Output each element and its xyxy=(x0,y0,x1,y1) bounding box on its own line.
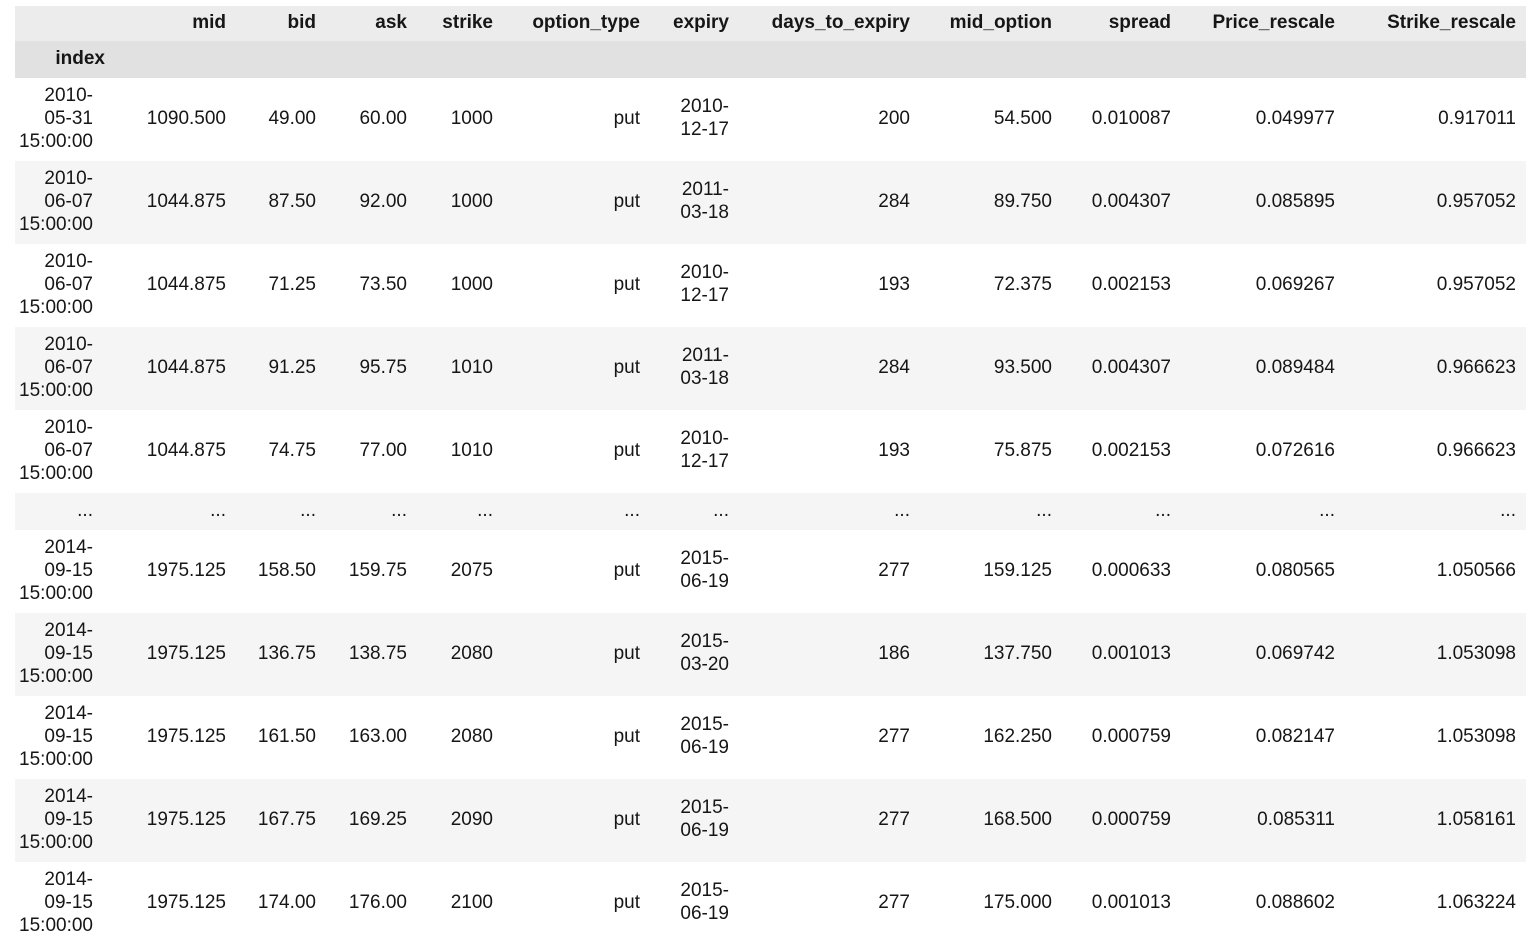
data-cell: 159.75 xyxy=(348,559,407,581)
data-cell: put xyxy=(613,107,640,129)
data-cell: 0.069267 xyxy=(1255,273,1335,295)
data-cell: 1.050566 xyxy=(1436,559,1516,581)
data-cell: 176.00 xyxy=(348,891,407,913)
data-cell: ... xyxy=(300,499,316,521)
data-cell: 0.001013 xyxy=(1091,642,1171,664)
data-cell: put xyxy=(613,190,640,212)
data-cell: 0.957052 xyxy=(1436,190,1516,212)
data-cell: 1010 xyxy=(450,356,493,378)
column-header-days_to_expiry: days_to_expiry xyxy=(771,12,910,33)
data-cell: 193 xyxy=(878,439,910,461)
data-cell: 1.053098 xyxy=(1436,642,1516,664)
data-cell: 73.50 xyxy=(359,273,407,295)
data-cell: 77.00 xyxy=(359,439,407,461)
data-cell: 1010 xyxy=(450,439,493,461)
data-cell: 0.004307 xyxy=(1091,190,1171,212)
data-cell: 1975.125 xyxy=(146,891,226,913)
column-header-Price_rescale: Price_rescale xyxy=(1212,12,1335,33)
data-cell: 2010-12-17 xyxy=(680,96,729,141)
table-body xyxy=(15,78,1526,945)
data-cell: 277 xyxy=(878,559,910,581)
data-cell: 0.089484 xyxy=(1255,356,1335,378)
table-row xyxy=(15,78,1526,161)
data-cell: 1.058161 xyxy=(1436,808,1516,830)
data-cell: 2011-03-18 xyxy=(680,179,729,224)
index-cell: 2010-06-07 15:00:00 xyxy=(19,333,93,401)
data-cell: 2011-03-18 xyxy=(680,345,729,390)
index-cell: 2010-06-07 15:00:00 xyxy=(19,167,93,235)
data-cell: 0.049977 xyxy=(1255,107,1335,129)
column-header-bid: bid xyxy=(287,12,316,33)
data-cell: 1090.500 xyxy=(146,107,226,129)
data-cell: 1.053098 xyxy=(1436,725,1516,747)
data-cell: 161.50 xyxy=(257,725,316,747)
data-cell: 1000 xyxy=(450,107,493,129)
data-cell: 1.063224 xyxy=(1436,891,1516,913)
column-header-strike: strike xyxy=(442,12,493,33)
ellipsis-row xyxy=(15,493,1526,530)
table-row xyxy=(15,696,1526,779)
data-cell: ... xyxy=(210,499,226,521)
data-cell: 89.750 xyxy=(993,190,1052,212)
data-cell: 0.080565 xyxy=(1255,559,1335,581)
data-cell: 0.085895 xyxy=(1255,190,1335,212)
data-cell: 136.75 xyxy=(257,642,316,664)
data-cell: put xyxy=(613,642,640,664)
data-cell: 54.500 xyxy=(993,107,1052,129)
data-cell: 0.082147 xyxy=(1255,725,1335,747)
index-name-spacer xyxy=(739,41,920,78)
data-cell: 193 xyxy=(878,273,910,295)
column-header-row xyxy=(15,6,1526,41)
data-cell: 0.004307 xyxy=(1091,356,1171,378)
data-cell: ... xyxy=(1319,499,1335,521)
table-head xyxy=(15,6,1526,78)
index-cell: 2014-09-15 15:00:00 xyxy=(19,619,93,687)
index-name-label: index xyxy=(55,47,105,69)
data-cell: 0.085311 xyxy=(1257,808,1335,830)
index-name-spacer xyxy=(1181,41,1345,78)
index-cell: 2014-09-15 15:00:00 xyxy=(19,702,93,770)
data-cell: 169.25 xyxy=(348,808,407,830)
data-cell: 2080 xyxy=(450,642,493,664)
data-cell: 2090 xyxy=(450,808,493,830)
data-cell: 162.250 xyxy=(983,725,1052,747)
data-cell: 174.00 xyxy=(257,891,316,913)
data-cell: 0.069742 xyxy=(1255,642,1335,664)
table-row xyxy=(15,613,1526,696)
data-cell: 2015-03-20 xyxy=(680,631,729,676)
table-row xyxy=(15,862,1526,945)
corner-cell xyxy=(15,6,117,41)
data-cell: 72.375 xyxy=(993,273,1052,295)
data-cell: 2010-12-17 xyxy=(680,262,729,307)
data-cell: 0.000759 xyxy=(1091,725,1171,747)
data-cell: 1975.125 xyxy=(146,725,226,747)
data-cell: 0.001013 xyxy=(1091,891,1171,913)
data-cell: 75.875 xyxy=(993,439,1052,461)
column-header-expiry: expiry xyxy=(673,12,729,33)
data-cell: 168.500 xyxy=(983,808,1052,830)
index-name-spacer xyxy=(920,41,1062,78)
index-name-spacer xyxy=(326,41,417,78)
data-cell: 1044.875 xyxy=(146,273,226,295)
table-row xyxy=(15,161,1526,244)
data-cell: 2015-06-19 xyxy=(680,797,729,842)
data-cell: ... xyxy=(477,499,493,521)
data-cell: 138.75 xyxy=(348,642,407,664)
data-cell: 0.010087 xyxy=(1091,107,1171,129)
index-cell: 2010-05-31 15:00:00 xyxy=(19,84,93,152)
column-header-mid_option: mid_option xyxy=(949,12,1052,33)
data-cell: 284 xyxy=(878,190,910,212)
data-cell: 0.966623 xyxy=(1436,356,1516,378)
data-cell: 0.917011 xyxy=(1438,107,1516,129)
data-cell: put xyxy=(613,439,640,461)
data-cell: 93.500 xyxy=(993,356,1052,378)
data-cell: 163.00 xyxy=(348,725,407,747)
data-cell: 1975.125 xyxy=(146,642,226,664)
data-cell: 0.000759 xyxy=(1091,808,1171,830)
data-cell: 71.25 xyxy=(268,273,316,295)
index-cell: 2010-06-07 15:00:00 xyxy=(19,250,93,318)
data-cell: 95.75 xyxy=(359,356,407,378)
data-cell: 175.000 xyxy=(983,891,1052,913)
data-cell: 0.002153 xyxy=(1091,273,1171,295)
data-cell: ... xyxy=(713,499,729,521)
data-cell: 0.088602 xyxy=(1255,891,1335,913)
data-cell: 60.00 xyxy=(359,107,407,129)
data-cell: 0.072616 xyxy=(1255,439,1335,461)
table-row xyxy=(15,530,1526,613)
data-cell: 87.50 xyxy=(268,190,316,212)
data-cell: 2080 xyxy=(450,725,493,747)
data-cell: 277 xyxy=(878,808,910,830)
data-cell: 200 xyxy=(878,107,910,129)
data-cell: 1044.875 xyxy=(146,190,226,212)
index-name-spacer xyxy=(236,41,326,78)
data-cell: ... xyxy=(1036,499,1052,521)
data-cell: 0.000633 xyxy=(1091,559,1171,581)
data-cell: 2010-12-17 xyxy=(680,428,729,473)
data-cell: ... xyxy=(391,499,407,521)
data-cell: 186 xyxy=(878,642,910,664)
data-cell: put xyxy=(613,725,640,747)
data-cell: 1000 xyxy=(450,273,493,295)
table-row xyxy=(15,779,1526,862)
data-cell: ... xyxy=(1155,499,1171,521)
table-row xyxy=(15,327,1526,410)
table-row xyxy=(15,410,1526,493)
data-cell: 2015-06-19 xyxy=(680,548,729,593)
data-cell: 1000 xyxy=(450,190,493,212)
index-cell: 2014-09-15 15:00:00 xyxy=(19,868,93,936)
data-cell: 0.966623 xyxy=(1436,439,1516,461)
index-name-spacer xyxy=(1345,41,1526,78)
column-header-Strike_rescale: Strike_rescale xyxy=(1387,12,1516,33)
data-cell: ... xyxy=(1500,499,1516,521)
index-name-spacer xyxy=(417,41,503,78)
column-header-mid: mid xyxy=(192,12,226,33)
data-cell: 2015-06-19 xyxy=(680,714,729,759)
index-name-spacer xyxy=(650,41,739,78)
index-cell: 2014-09-15 15:00:00 xyxy=(19,785,93,853)
column-header-ask: ask xyxy=(375,12,407,33)
index-cell: 2010-06-07 15:00:00 xyxy=(19,416,93,484)
data-cell: put xyxy=(613,891,640,913)
data-cell: 2100 xyxy=(450,891,493,913)
data-cell: 167.75 xyxy=(257,808,316,830)
data-cell: 158.50 xyxy=(257,559,316,581)
data-cell: put xyxy=(613,808,640,830)
data-cell: ... xyxy=(894,499,910,521)
data-cell: 277 xyxy=(878,891,910,913)
index-name-spacer xyxy=(117,41,236,78)
data-cell: 0.957052 xyxy=(1436,273,1516,295)
data-cell: 1044.875 xyxy=(146,356,226,378)
column-header-option_type: option_type xyxy=(532,12,640,33)
data-cell: 2075 xyxy=(450,559,493,581)
data-cell: 277 xyxy=(878,725,910,747)
dataframe-output xyxy=(15,6,1526,944)
data-cell: 74.75 xyxy=(268,439,316,461)
data-cell: 137.750 xyxy=(983,642,1052,664)
data-cell: 49.00 xyxy=(268,107,316,129)
data-cell: 2015-06-19 xyxy=(680,880,729,924)
dataframe-table xyxy=(15,6,1526,944)
data-cell: 1044.875 xyxy=(146,439,226,461)
data-cell: 159.125 xyxy=(983,559,1052,581)
data-cell: put xyxy=(613,273,640,295)
index-name-spacer xyxy=(1062,41,1181,78)
index-name-row xyxy=(15,41,1526,78)
data-cell: put xyxy=(613,559,640,581)
data-cell: 91.25 xyxy=(268,356,316,378)
index-cell: ... xyxy=(77,499,93,521)
data-cell: put xyxy=(613,356,640,378)
table-row xyxy=(15,244,1526,327)
data-cell: 92.00 xyxy=(359,190,407,212)
data-cell: 0.002153 xyxy=(1091,439,1171,461)
index-name-spacer xyxy=(503,41,650,78)
data-cell: 1975.125 xyxy=(146,808,226,830)
column-header-spread: spread xyxy=(1108,12,1171,33)
data-cell: 1975.125 xyxy=(146,559,226,581)
index-cell: 2014-09-15 15:00:00 xyxy=(19,536,93,604)
data-cell: ... xyxy=(624,499,640,521)
data-cell: 284 xyxy=(878,356,910,378)
